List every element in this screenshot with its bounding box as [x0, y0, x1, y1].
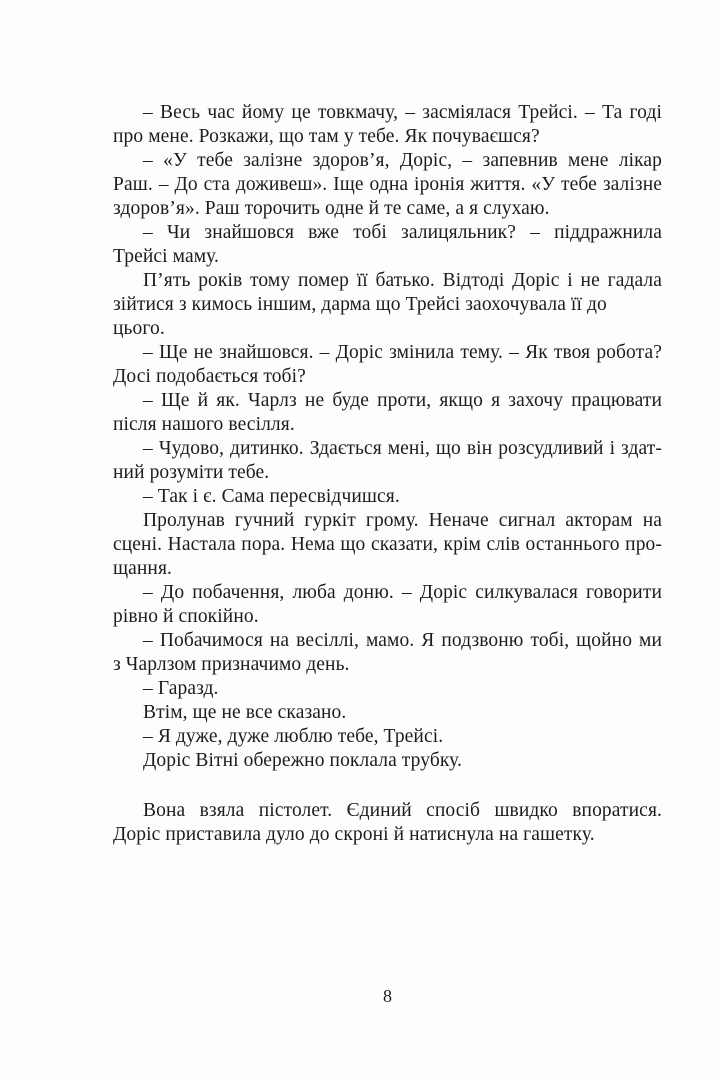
- text-line: – Я дуже, дуже люблю тебе, Трейсі.: [143, 726, 444, 747]
- text-line: – Так і є. Сама пересвідчишся.: [143, 486, 400, 507]
- text-line: – Ще не знайшовся. – Доріс змінила тему. – Як твоя робота?: [143, 342, 662, 363]
- paragraph: [113, 701, 662, 725]
- text-line: рівно й спокійно.: [113, 606, 259, 627]
- paragraph: [113, 581, 662, 629]
- paragraph: [113, 509, 662, 581]
- text-line: Трейсі маму.: [113, 246, 220, 267]
- text-line: здоров’я». Раш торочить одне й те саме, а я слухаю.: [113, 198, 550, 219]
- paragraph: [113, 389, 662, 437]
- text-line: – Ще й як. Чарлз не буде проти, якщо я захочу працювати: [143, 390, 662, 411]
- text-line: Втім, ще не все сказано.: [143, 702, 347, 723]
- text-line: з Чарлзом призначимо день.: [113, 654, 350, 675]
- paragraph: [113, 629, 662, 677]
- paragraph: [113, 677, 662, 701]
- text-line: – Чудово, дитинко. Здається мені, що він розсудливий і здат-: [143, 438, 662, 459]
- text-line: після нашого весілля.: [113, 414, 295, 435]
- text-line: про мене. Розкажи, що там у тебе. Як почуваєшся?: [113, 126, 540, 147]
- text-line: – Побачимося на весіллі, мамо. Я подзвоню тобі, щойно ми: [143, 630, 662, 651]
- paragraph: [113, 749, 662, 773]
- paragraph: [113, 341, 662, 389]
- paragraph: [113, 799, 662, 847]
- paragraph: [113, 437, 662, 485]
- text-line: – Гаразд.: [143, 678, 219, 699]
- paragraph: [113, 101, 662, 149]
- text-line: Доріс Вітні обережно поклала трубку.: [143, 750, 463, 771]
- text-line: Досі подобається тобі?: [113, 366, 306, 387]
- page-number: 8: [383, 986, 392, 1006]
- paragraph: [113, 725, 662, 749]
- paragraph: [113, 221, 662, 269]
- text-line: сцені. Настала пора. Нема що сказати, крім слів останнього про-: [113, 534, 662, 555]
- text-line: Вона взяла пістолет. Єдиний спосіб швидко впоратися.: [143, 800, 662, 821]
- text-line: ний розуміти тебе.: [113, 462, 270, 483]
- text-line: Раш. – До ста доживеш». Іще одна іронія життя. «У тебе залізне: [113, 174, 662, 195]
- page-text-block: [113, 101, 662, 847]
- text-line: П’ять років тому помер її батько. Відтоді Доріс і не гадала: [143, 270, 662, 291]
- text-line: Пролунав гучний гуркіт грому. Неначе сигнал акторам на: [143, 510, 662, 531]
- text-line: – До побачення, люба доню. – Доріс силкувалася говорити: [143, 582, 662, 603]
- text-line: – Чи знайшовся вже тобі залицяльник? – піддражнила: [143, 222, 662, 243]
- text-line: – Весь час йому це товкмачу, – засміялася Трейсі. – Та годі: [143, 102, 662, 123]
- text-line: Доріс приставила дуло до скроні й натиснула на гашетку.: [113, 824, 595, 845]
- text-line: щання.: [113, 558, 172, 579]
- paragraph: [113, 149, 662, 221]
- text-line: зійтися з кимось іншим, дарма що Трейсі заохочувала її до цього.: [113, 294, 607, 339]
- paragraph: [113, 269, 662, 341]
- paragraph: [113, 485, 662, 509]
- text-line: – «У тебе залізне здоров’я, Доріс, – запевнив мене лікар: [143, 150, 662, 171]
